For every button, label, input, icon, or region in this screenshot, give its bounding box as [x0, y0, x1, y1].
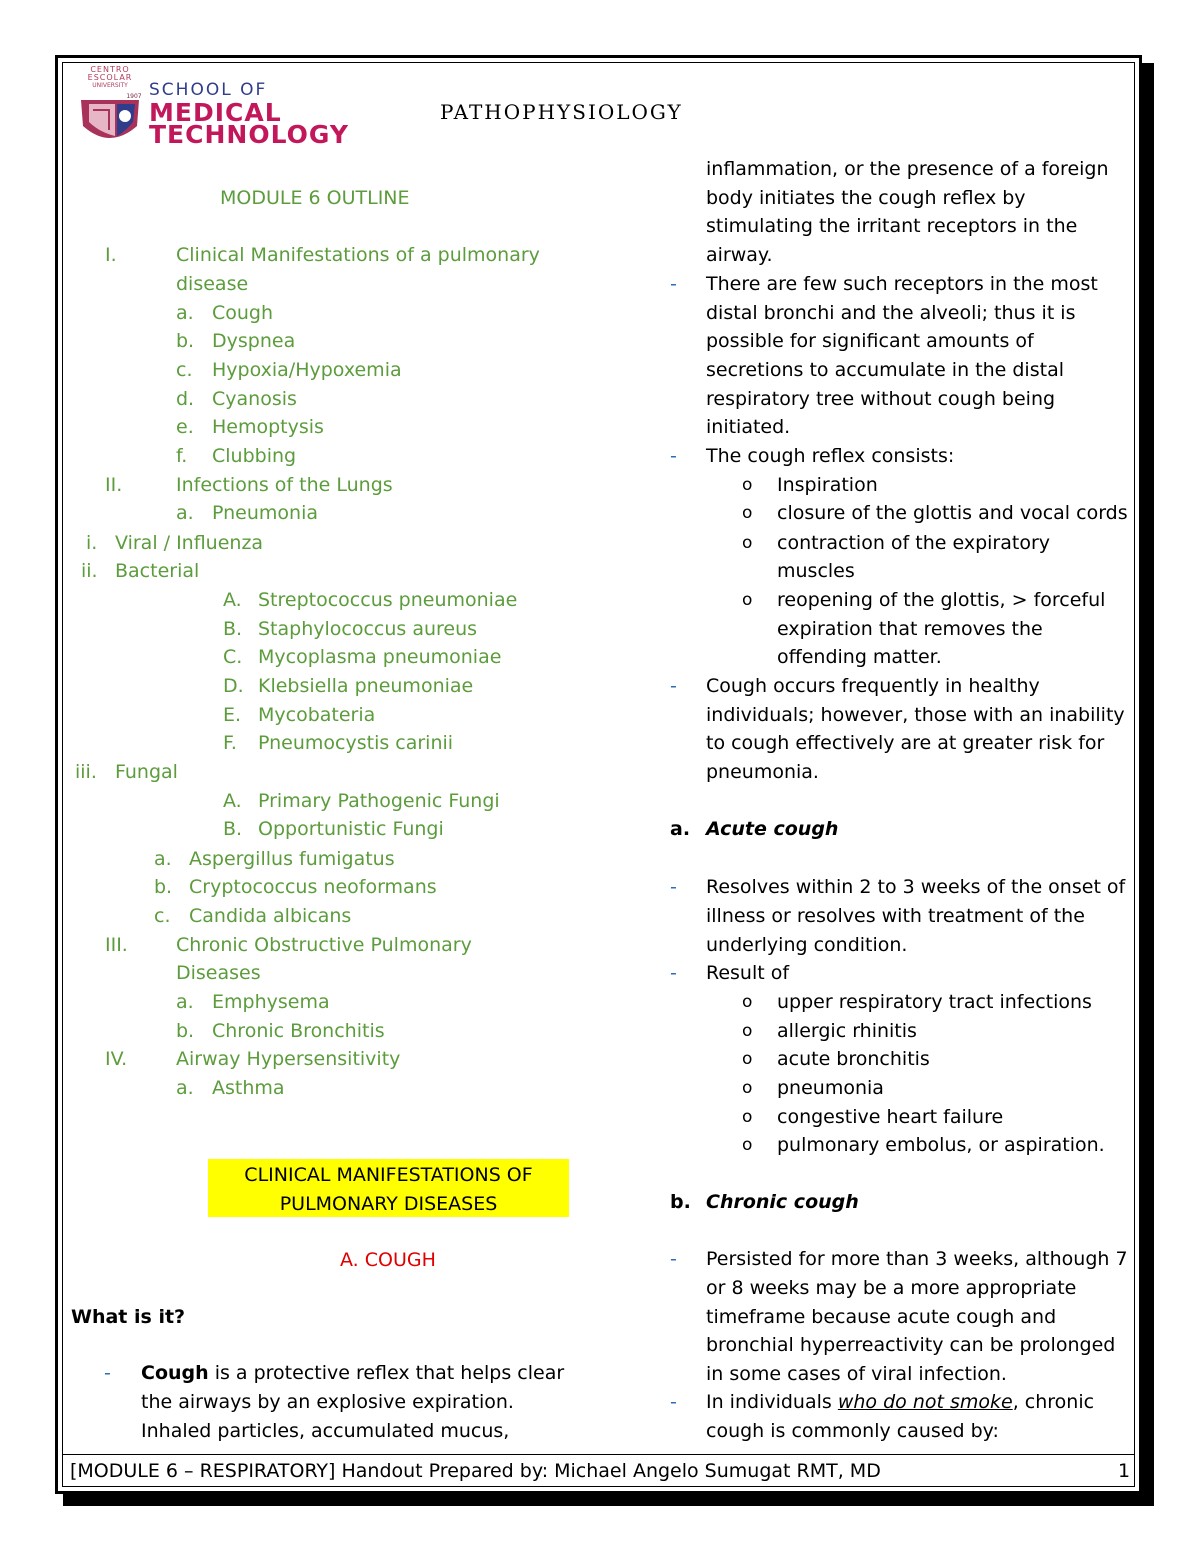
outline-section-title-cont: disease: [176, 273, 249, 295]
paragraph-line: or 8 weeks may be a more appropriate: [706, 1277, 1077, 1299]
outline-item: Asthma: [212, 1077, 285, 1099]
paragraph-line: in some cases of viral infection.: [706, 1363, 1007, 1385]
circle-bullet: o: [742, 475, 753, 495]
outline-item-marker: b.: [176, 330, 195, 352]
outline-section-title: Airway Hypersensitivity: [176, 1048, 401, 1070]
outline-bacteria-item: Pneumocystis carinii: [258, 732, 454, 754]
paragraph-line: bronchial hyperreactivity can be prolonged: [706, 1334, 1116, 1356]
paragraph-line: [706, 1388, 1094, 1417]
outline-letter-marker: B.: [223, 618, 243, 640]
paragraph-line: underlying condition.: [706, 934, 908, 956]
what-is-it-heading: What is it?: [71, 1306, 186, 1328]
cause-item: upper respiratory tract infections: [777, 991, 1092, 1013]
outline-roman-marker: i.: [86, 532, 98, 554]
text-run: In individuals: [706, 1391, 838, 1413]
cough-definition-line: [141, 1359, 564, 1388]
outline-item: Cyanosis: [212, 388, 297, 410]
outline-bacteria-item: Streptococcus pneumoniae: [258, 589, 518, 611]
seal-shield-icon: [79, 96, 141, 146]
paragraph-line: initiated.: [706, 416, 791, 438]
seal-year: 1907: [126, 93, 142, 100]
outline-item-marker: d.: [176, 388, 195, 410]
circle-bullet: o: [742, 533, 753, 553]
cough-heading: A. COUGH: [340, 1249, 436, 1271]
outline-section-title-cont: Diseases: [176, 962, 261, 984]
section-heading: [208, 1161, 569, 1218]
paragraph-line: cough is commonly caused by:: [706, 1420, 999, 1442]
paragraph-line: pneumonia.: [706, 761, 819, 783]
paragraph-line: Result of: [706, 962, 790, 984]
text-run: , chronic: [1012, 1391, 1095, 1413]
cough-definition-line: Inhaled particles, accumulated mucus,: [141, 1420, 510, 1442]
footer-divider: [62, 1454, 1134, 1455]
outline-item-marker: a.: [176, 991, 194, 1013]
paragraph-line: to cough effectively are at greater risk for: [706, 732, 1105, 754]
outline-section-number: I.: [105, 244, 117, 266]
logo-technology: TECHNOLOGY: [149, 120, 349, 149]
outline-fungi-species: Candida albicans: [189, 905, 352, 927]
bullet-dash: -: [670, 273, 677, 295]
circle-bullet: o: [742, 1021, 753, 1041]
outline-item-marker: b.: [154, 876, 173, 898]
reflex-step: contraction of the expiratory: [777, 532, 1050, 554]
cause-item: allergic rhinitis: [777, 1020, 917, 1042]
outline-fungi-species: Cryptococcus neoformans: [189, 876, 437, 898]
subsection-title: Chronic cough: [706, 1191, 859, 1213]
outline-item: Clubbing: [212, 445, 297, 467]
paragraph-line: Resolves within 2 to 3 weeks of the onset of: [706, 876, 1126, 898]
outline-item-marker: a.: [176, 1077, 194, 1099]
bullet-dash: -: [670, 1391, 677, 1413]
logo-medical: MEDICAL: [149, 98, 282, 127]
outline-letter-marker: F.: [223, 732, 237, 754]
seal-line: UNIVERSITY: [92, 82, 128, 89]
outline-fungi-species: Aspergillus fumigatus: [189, 848, 395, 870]
outline-roman-marker: ii.: [81, 560, 98, 582]
cause-item: pneumonia: [777, 1077, 884, 1099]
outline-title: MODULE 6 OUTLINE: [220, 187, 410, 209]
circle-bullet: o: [742, 503, 753, 523]
footer-text: [MODULE 6 – RESPIRATORY] Handout Prepared by: Michael Angelo Sumugat RMT, MD: [70, 1460, 881, 1482]
school-logo: [77, 66, 377, 158]
seal-line: CENTRO: [90, 65, 130, 74]
paragraph-line: distal bronchi and the alveoli; thus it is: [706, 302, 1076, 324]
outline-item: Chronic Bronchitis: [212, 1020, 385, 1042]
outline-letter-marker: D.: [223, 675, 244, 697]
paragraph-line: Cough occurs frequently in healthy: [706, 675, 1040, 697]
cough-definition-text: is a protective reflex that helps clear: [208, 1362, 565, 1384]
outline-item: Hemoptysis: [212, 416, 324, 438]
cause-item: pulmonary embolus, or aspiration.: [777, 1134, 1105, 1156]
outline-item-marker: a.: [154, 848, 172, 870]
outline-roman-item: Fungal: [115, 761, 178, 783]
subsection-marker: a.: [670, 818, 691, 840]
paragraph-line: possible for significant amounts of: [706, 330, 1034, 352]
section-heading-line2: PULMONARY DISEASES: [279, 1192, 498, 1215]
paragraph-line: inflammation, or the presence of a foreign: [706, 158, 1109, 180]
outline-fungi-item: Primary Pathogenic Fungi: [258, 790, 500, 812]
paragraph-line: The cough reflex consists:: [706, 445, 955, 467]
bullet-dash: -: [670, 876, 677, 898]
outline-item: Pneumonia: [212, 502, 318, 524]
outline-roman-item: Bacterial: [115, 560, 200, 582]
bullet-dash: -: [670, 445, 677, 467]
outline-item-marker: c.: [176, 359, 193, 381]
outline-item-marker: c.: [154, 905, 171, 927]
paragraph-line: respiratory tree without cough being: [706, 388, 1056, 410]
outline-section-number: III.: [105, 934, 128, 956]
outline-letter-marker: A.: [223, 589, 242, 611]
outline-fungi-item: Opportunistic Fungi: [258, 818, 444, 840]
seal-line: ESCOLAR: [87, 73, 133, 82]
circle-bullet: o: [742, 1049, 753, 1069]
paragraph-line: airway.: [706, 244, 773, 266]
outline-item-marker: b.: [176, 1020, 195, 1042]
outline-roman-marker: iii.: [75, 761, 97, 783]
reflex-step: muscles: [777, 560, 855, 582]
paragraph-line: secretions to accumulate in the distal: [706, 359, 1064, 381]
university-seal: [77, 66, 143, 158]
bullet-dash: -: [670, 1248, 677, 1270]
outline-section-title: Infections of the Lungs: [176, 474, 393, 496]
outline-item-marker: f.: [176, 445, 188, 467]
paragraph-line: body initiates the cough reflex by: [706, 187, 1026, 209]
outline-bacteria-item: Staphylococcus aureus: [258, 618, 478, 640]
outline-letter-marker: B.: [223, 818, 243, 840]
circle-bullet: o: [742, 1107, 753, 1127]
paragraph-line: stimulating the irritant receptors in the: [706, 215, 1078, 237]
outline-roman-item: Viral / Influenza: [115, 532, 264, 554]
circle-bullet: o: [742, 1078, 753, 1098]
outline-section-number: IV.: [105, 1048, 128, 1070]
cough-definition-line: the airways by an explosive expiration.: [141, 1391, 514, 1413]
cause-item: acute bronchitis: [777, 1048, 930, 1070]
bullet-dash: -: [670, 962, 677, 984]
outline-bacteria-item: Klebsiella pneumoniae: [258, 675, 474, 697]
outline-letter-marker: C.: [223, 646, 243, 668]
outline-item-marker: a.: [176, 302, 194, 324]
outline-bacteria-item: Mycoplasma pneumoniae: [258, 646, 502, 668]
circle-bullet: o: [742, 590, 753, 610]
cough-term: Cough: [141, 1362, 209, 1384]
outline-section-title: Chronic Obstructive Pulmonary: [176, 934, 472, 956]
outline-letter-marker: A.: [223, 790, 242, 812]
circle-bullet: o: [742, 992, 753, 1012]
subsection-marker: b.: [670, 1191, 691, 1213]
circle-bullet: o: [742, 1135, 753, 1155]
reflex-step: Inspiration: [777, 474, 878, 496]
logo-school-of: SCHOOL OF: [149, 80, 268, 100]
bullet-dash: -: [104, 1362, 111, 1384]
outline-item: Hypoxia/Hypoxemia: [212, 359, 402, 381]
outline-item: Cough: [212, 302, 274, 324]
reflex-step: expiration that removes the: [777, 618, 1043, 640]
page-title: PATHOPHYSIOLOGY: [440, 100, 683, 124]
paragraph-line: illness or resolves with treatment of the: [706, 905, 1085, 927]
reflex-step: reopening of the glottis, > forceful: [777, 589, 1106, 611]
outline-item: Dyspnea: [212, 330, 296, 352]
paragraph-line: There are few such receptors in the most: [706, 273, 1098, 295]
reflex-step: closure of the glottis and vocal cords: [777, 502, 1128, 524]
outline-bacteria-item: Mycobateria: [258, 704, 376, 726]
emphasis-text: who do not smoke: [837, 1391, 1013, 1413]
paragraph-line: individuals; however, those with an inability: [706, 704, 1125, 726]
paragraph-line: Persisted for more than 3 weeks, although 7: [706, 1248, 1128, 1270]
page-number: 1: [1118, 1460, 1131, 1482]
cause-item: congestive heart failure: [777, 1106, 1004, 1128]
reflex-step: offending matter.: [777, 646, 942, 668]
outline-section-title: Clinical Manifestations of a pulmonary: [176, 244, 540, 266]
section-heading-line1: CLINICAL MANIFESTATIONS OF: [244, 1164, 533, 1186]
outline-item-marker: a.: [176, 502, 194, 524]
outline-section-number: II.: [105, 474, 123, 496]
outline-letter-marker: E.: [223, 704, 242, 726]
subsection-title: Acute cough: [706, 818, 839, 840]
paragraph-line: timeframe because acute cough and: [706, 1306, 1057, 1328]
outline-item-marker: e.: [176, 416, 194, 438]
bullet-dash: -: [670, 675, 677, 697]
outline-item: Emphysema: [212, 991, 330, 1013]
